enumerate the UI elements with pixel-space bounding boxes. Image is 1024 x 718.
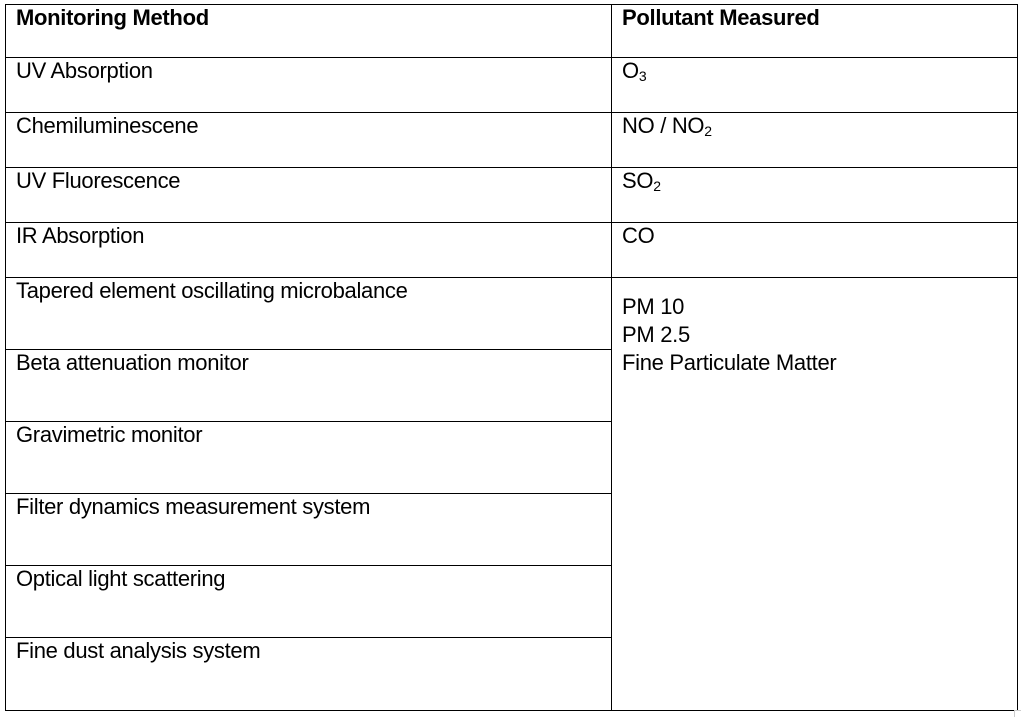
page-corner-mark [1014,710,1021,717]
pm-pollutant-cell [612,278,1018,711]
pollutant-cell [612,113,1018,168]
pollutant-cell [612,168,1018,223]
header-pollutant-measured: Pollutant Measured [612,5,1018,58]
method-cell: Fine dust analysis system [6,638,612,711]
pollutant-subscript: 2 [653,178,661,194]
pollutant-formula: SO [622,168,654,193]
header-monitoring-method: Monitoring Method [6,5,612,58]
table-row [6,58,1018,113]
table-row [6,278,1018,350]
method-cell: Gravimetric monitor [6,422,612,494]
pollutant-subscript: 2 [704,123,712,139]
method-cell: UV Fluorescence [6,168,612,223]
pollutant-cell [612,223,1018,278]
pollutant-pm10: PM 10 [622,294,685,319]
method-cell: UV Absorption [6,58,612,113]
method-cell: IR Absorption [6,223,612,278]
pollutant-formula: O [622,58,639,83]
pollutant-subscript: 3 [638,68,647,84]
method-cell: Beta attenuation monitor [6,350,612,422]
table-row [6,223,1018,278]
table-row [6,168,1018,223]
table-row [6,113,1018,168]
method-cell: Chemiluminescene [6,113,612,168]
pollutant-cell [612,58,1018,113]
method-cell: Tapered element oscillating microbalance [6,278,612,350]
pollutant-formula: NO / NO [622,113,705,138]
method-cell: Filter dynamics measurement system [6,494,612,566]
monitoring-methods-table [5,4,1018,711]
pollutant-formula: CO [622,223,655,248]
method-cell: Optical light scattering [6,566,612,638]
table-header-row [6,5,1018,58]
pollutant-fine-particulate: Fine Particulate Matter [622,350,837,375]
pollutant-pm25: PM 2.5 [622,322,690,347]
